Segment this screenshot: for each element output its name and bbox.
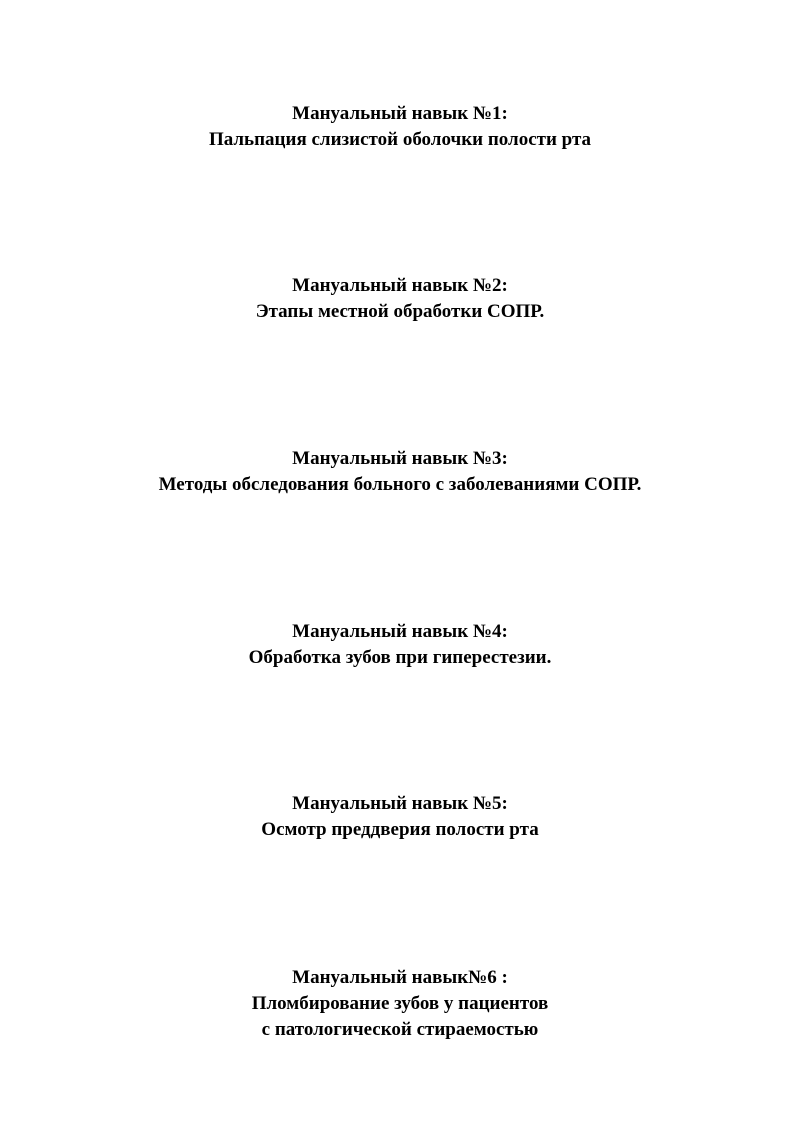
skill-heading-3: Мануальный навык №3: — [292, 448, 508, 469]
skill-title-3: Методы обследования больного с заболеваниями СОПР. — [158, 474, 642, 495]
skill-title-1: Пальпация слизистой оболочки полости рта — [208, 129, 592, 150]
skill-title-6-line-2: с патологической стираемостью — [261, 1019, 539, 1040]
skill-block-4 — [0, 619, 800, 671]
skill-heading-4: Мануальный навык №4: — [292, 621, 508, 642]
skill-title-5: Осмотр преддверия полости рта — [261, 819, 539, 840]
skill-block-5 — [0, 791, 800, 843]
skill-title-4: Обработка зубов при гиперестезии. — [248, 647, 552, 668]
skill-heading-6: Мануальный навык№6 : — [292, 967, 508, 988]
skill-heading-5: Мануальный навык №5: — [292, 793, 508, 814]
skill-block-1 — [0, 101, 800, 153]
skill-heading-1: Мануальный навык №1: — [292, 103, 508, 124]
skill-title-2: Этапы местной обработки СОПР. — [255, 301, 545, 322]
skill-block-2 — [0, 273, 800, 325]
skill-heading-2: Мануальный навык №2: — [292, 275, 508, 296]
skill-block-3 — [0, 446, 800, 498]
skill-block-6 — [0, 965, 800, 1043]
skill-title-6-line-1: Пломбирование зубов у пациентов — [251, 993, 549, 1014]
